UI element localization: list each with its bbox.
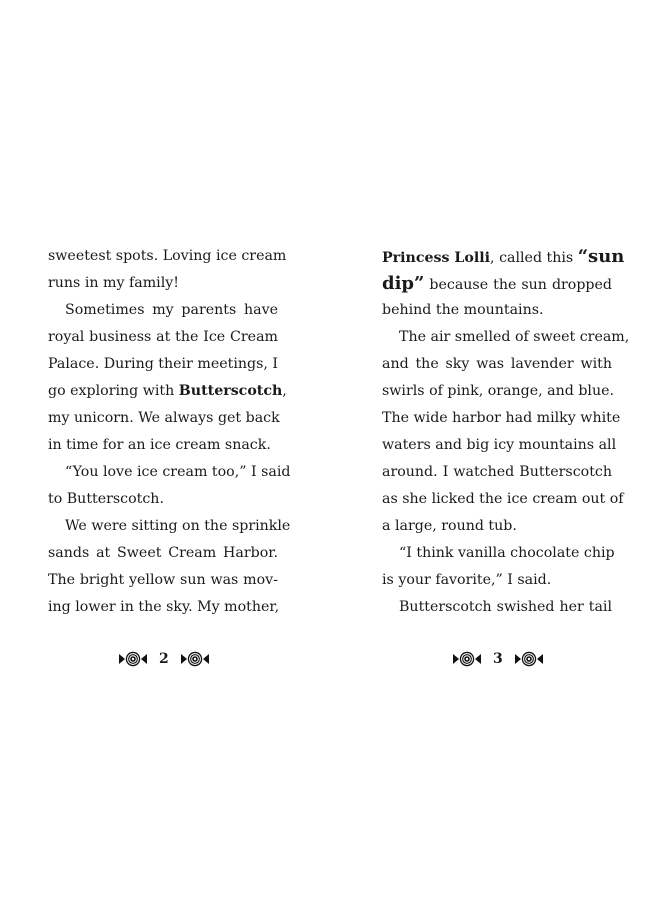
text-line: Palace. During their meetings, I [48, 356, 278, 372]
text-line: a large, round tub. [382, 518, 517, 534]
text-line: in time for an ice cream snack. [48, 437, 271, 453]
right-page-text [382, 243, 630, 621]
text-line: my unicorn. We always get back [48, 410, 280, 426]
text-line: The wide harbor had milky white [382, 410, 621, 426]
text-line: Princess Lolli, called this “sun [382, 246, 625, 267]
text-line: go exploring with Butterscotch, [48, 383, 287, 399]
text-line: Sometimes my parents have [65, 302, 278, 318]
text-line: around. I watched Butterscotch [382, 464, 612, 480]
right-folio [452, 648, 544, 670]
page-number: 3 [493, 651, 503, 667]
text-line: royal business at the Ice Cream [48, 329, 278, 345]
left-page-text [48, 243, 291, 621]
text-line: The bright yellow sun was mov- [48, 572, 278, 588]
text-line: and the sky was lavender with [382, 356, 612, 372]
swirl-candy-icon [452, 651, 482, 667]
text-line: sands at Sweet Cream Harbor. [48, 545, 278, 561]
text-line: swirls of pink, orange, and blue. [382, 383, 615, 399]
swirl-candy-icon [514, 651, 544, 667]
text-line: as she licked the ice cream out of [382, 491, 624, 507]
page-number: 2 [159, 651, 169, 667]
swirl-candy-icon [180, 651, 210, 667]
swirl-candy-icon [118, 651, 148, 667]
text-line: “You love ice cream too,” I said [65, 464, 291, 480]
text-line: sweetest spots. Loving ice cream [48, 248, 287, 264]
text-line: is your favorite,” I said. [382, 572, 552, 588]
text-line: runs in my family! [48, 275, 179, 291]
text-line: dip” because the sun dropped [382, 273, 612, 294]
text-line: ing lower in the sky. My mother, [48, 599, 280, 615]
text-line: Butterscotch swished her tail [399, 599, 612, 615]
text-line: The air smelled of sweet cream, [399, 329, 630, 345]
name-princess-lolli: Princess Lolli [382, 250, 491, 266]
left-folio [118, 648, 210, 670]
text-line: to Butterscotch. [48, 491, 164, 507]
text-line: behind the mountains. [382, 302, 544, 318]
text-line: We were sitting on the sprinkle [65, 518, 291, 534]
text-line: waters and big icy mountains all [382, 437, 617, 453]
text-line: “I think vanilla chocolate chip [399, 545, 615, 561]
name-butterscotch: Butterscotch [178, 383, 283, 399]
